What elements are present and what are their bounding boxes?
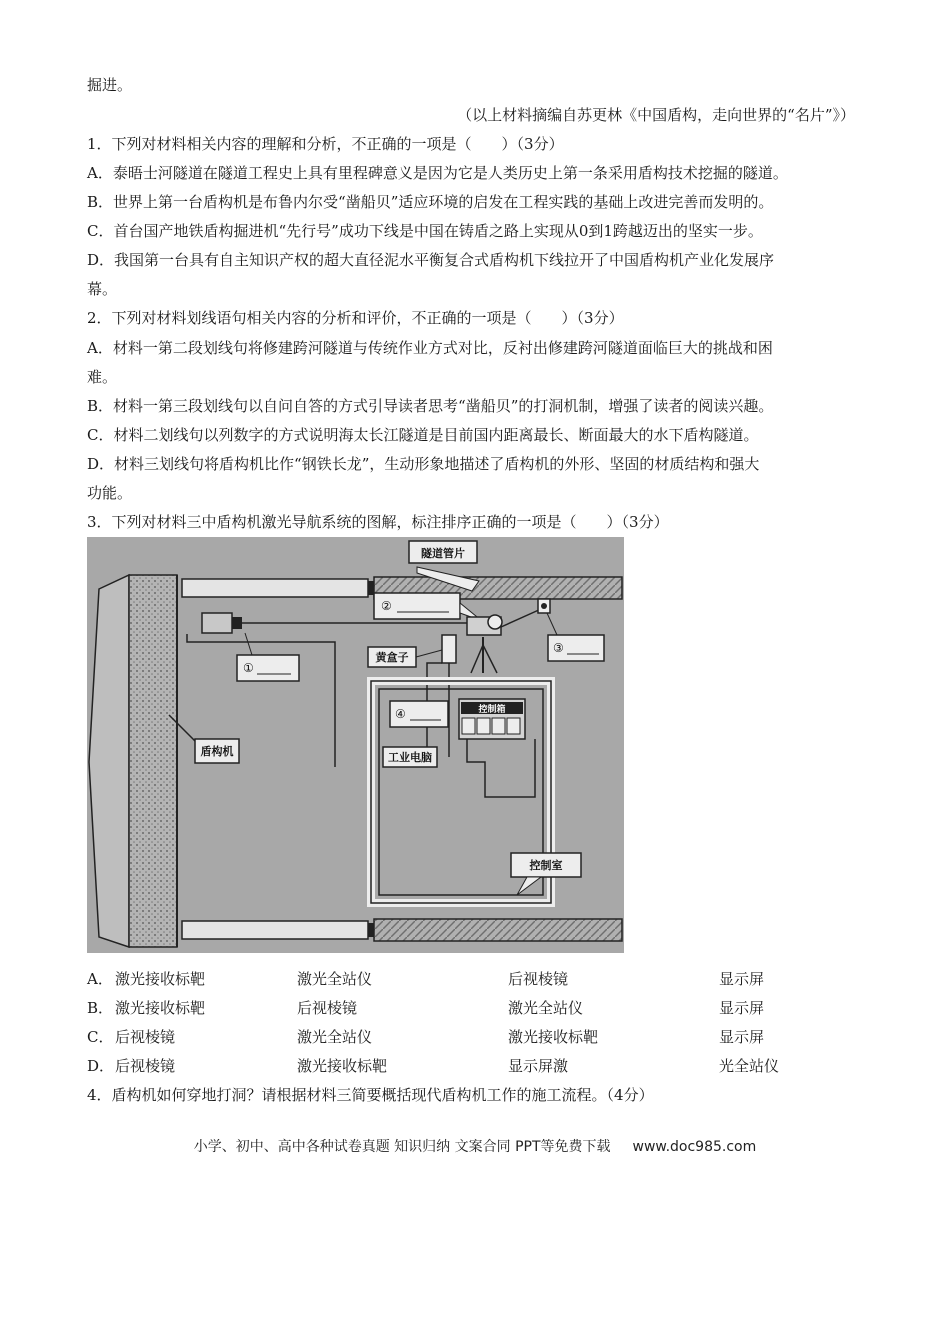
footer-url[interactable]: www.doc985.com (632, 1139, 757, 1155)
question-1-option-b: B．世界上第一台盾构机是布鲁内尔受“凿船贝”适应环境的启发在工程实践的基础上改进完善而发明的。 (87, 193, 774, 211)
question-4: 4．盾构机如何穿地打洞？请根据材料三简要概括现代盾构机工作的施工流程。（4分） (87, 1086, 654, 1104)
text-line: 掘进。 (87, 76, 133, 94)
question-1-option-d-cont: 幕。 (87, 280, 118, 298)
question-1-option-d: D．我国第一台具有自主知识产权的超大直径泥水平衡复合式盾构机下线拉开了中国盾构机产业化发展序 (87, 251, 775, 269)
control-room-label: 控制室 (529, 859, 563, 872)
page-footer (0, 1136, 950, 1156)
question-2-option-d: D．材料三划线句将盾构机比作“钢铁长龙”，生动形象地描述了盾构机的外形、坚固的材质结构和强大 (87, 455, 760, 473)
shield-machine-label: 盾构机 (200, 745, 234, 758)
source-citation: （以上材料摘编自苏更林《中国盾构，走向世界的“名片”》） (457, 106, 855, 124)
question-2-option-a: A．材料一第二段划线句将修建跨河隧道与传统作业方式对比，反衬出修建跨河隧道面临巨大的挑战和困 (87, 339, 773, 357)
footer-text: 小学、初中、高中各种试卷真题 知识归纳 文案合同 PPT等免费下载 (193, 1139, 611, 1155)
svg-text:黄盒子: 黄盒子 (375, 651, 409, 664)
upper-jack (182, 579, 368, 597)
svg-text:②: ② (381, 599, 392, 613)
svg-text:③: ③ (553, 641, 564, 655)
tunnel-segment-lower (374, 919, 622, 941)
question-2-option-a-cont: 难。 (87, 368, 118, 386)
svg-text:①: ① (243, 661, 254, 675)
question-2: 2．下列对材料划线语句相关内容的分析和评价，不正确的一项是（ ）（3分） (87, 309, 624, 327)
question-3: 3．下列对材料三中盾构机激光导航系统的图解，标注排序正确的一项是（ ）（3分） (87, 513, 669, 531)
lower-jack (182, 921, 368, 939)
question-2-option-c: C．材料二划线句以列数字的方式说明海太长江隧道是目前国内距离最长、断面最大的水下盾构隧道。 (87, 426, 759, 444)
question-1-option-a: A．泰晤士河隧道在隧道工程史上具有里程碑意义是因为它是人类历史上第一条采用盾构技术挖掘的隧道。 (87, 164, 788, 182)
question-2-option-b: B．材料一第三段划线句以自问自答的方式引导读者思考“凿船贝”的打洞机制，增强了读者的阅读兴趣。 (87, 397, 774, 415)
yellow-box (442, 635, 456, 663)
shield-laser-navigation-diagram (87, 537, 624, 953)
laser-target (202, 613, 232, 633)
question-1: 1．下列对材料相关内容的理解和分析，不正确的一项是（ ）（3分） (87, 135, 564, 153)
question-1-option-c: C．首台国产地铁盾构掘进机“先行号”成功下线是中国在铸盾之路上实现从0到1跨越迈出的坚实一步。 (87, 222, 763, 240)
total-station-head (488, 615, 502, 629)
svg-text:控制箱: 控制箱 (478, 705, 506, 715)
svg-text:④: ④ (395, 707, 406, 721)
tunnel-segment-label: 隧道管片 (421, 547, 465, 560)
question-2-option-d-cont: 功能。 (87, 484, 133, 502)
shield-machine-body (129, 575, 177, 947)
industrial-pc-label: 工业电脑 (388, 751, 432, 764)
